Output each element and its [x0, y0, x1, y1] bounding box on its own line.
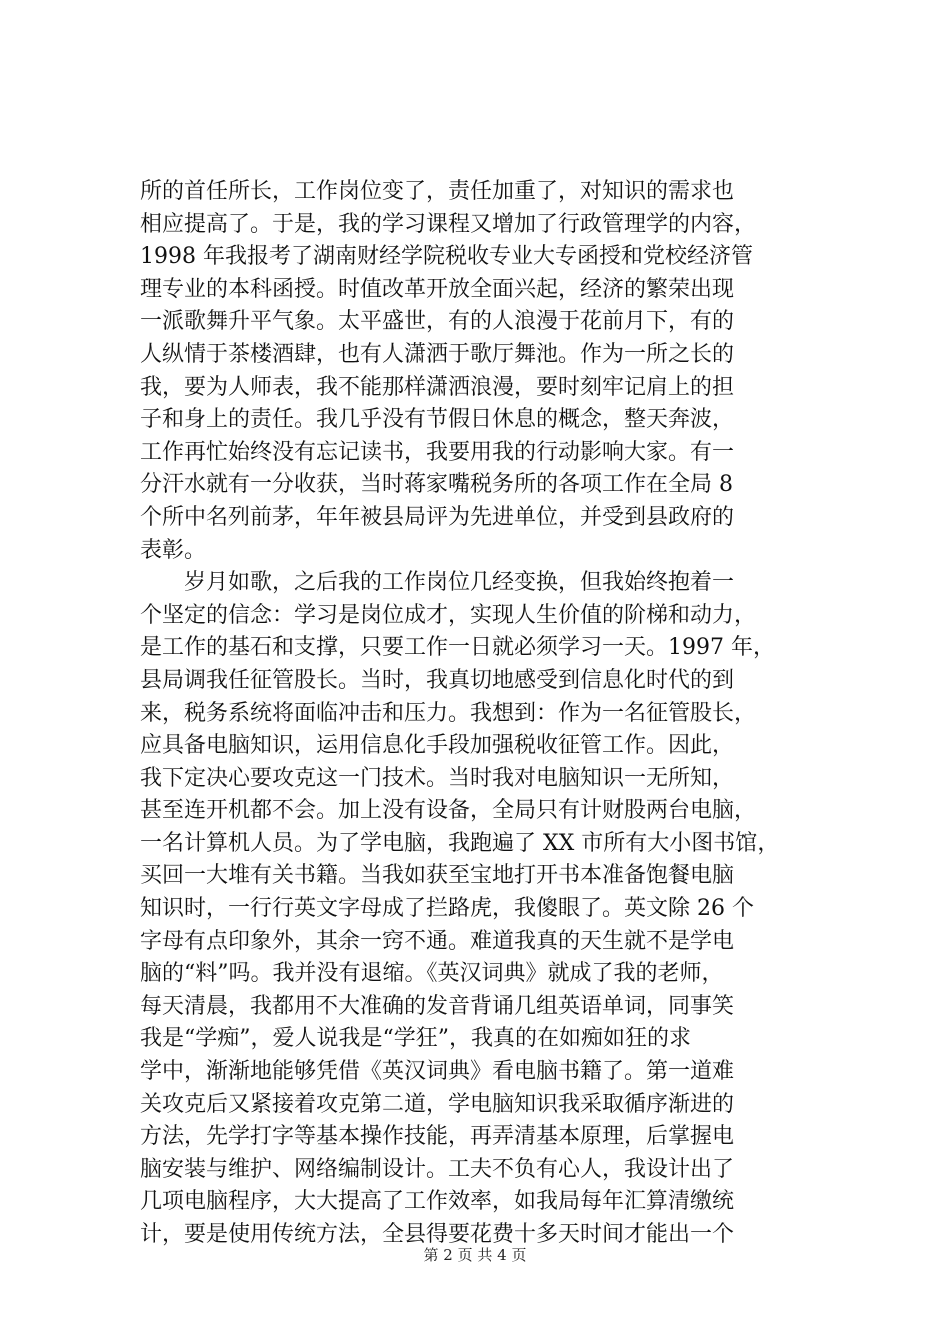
text-line: 子和身上的责任。我几乎没有节假日休息的概念，整天奔波，	[140, 407, 735, 433]
text-line: 应具备电脑知识，运用信息化手段加强税收征管工作。因此，	[140, 733, 735, 759]
text-line: 个坚定的信念：学习是岗位成才，实现人生价值的阶梯和动力，	[140, 602, 757, 628]
text-line: 脑安装与维护、网络编制设计。工夫不负有心人，我设计出了	[140, 1156, 735, 1182]
text-line: 所的首任所长，工作岗位变了，责任加重了，对知识的需求也	[140, 179, 735, 204]
text-line: 我下定决心要攻克这一门技术。当时我对电脑知识一无所知，	[140, 765, 735, 791]
text-line: 个所中名列前茅，年年被县局评为先进单位，并受到县政府的	[140, 504, 735, 530]
text-line: 一派歌舞升平气象。太平盛世，有的人浪漫于花前月下，有的	[140, 309, 735, 335]
text-line: 人纵情于茶楼酒肆，也有人潇洒于歌厅舞池。作为一所之长的	[140, 341, 735, 367]
text-line: 计，要是使用传统方法，全县得要花费十多天时间才能出一个	[140, 1222, 735, 1247]
text-line: 一名计算机人员。为了学电脑，我跑遍了 XX 市所有大小图书馆，	[140, 830, 780, 856]
text-line: 是工作的基石和支撑，只要工作一日就必须学习一天。1997 年，	[140, 635, 775, 661]
text-line: 每天清晨，我都用不大准确的发音背诵几组英语单词，同事笑	[140, 993, 735, 1019]
text-line: 1998 年我报考了湖南财经学院税收专业大专函授和党校经济管	[140, 244, 753, 270]
text-line: 县局调我任征管股长。当时，我真切地感受到信息化时代的到	[140, 667, 735, 693]
text-line: 知识时，一行行英文字母成了拦路虎，我傻眼了。英文除 26 个	[140, 896, 754, 922]
text-line: 我是“学痴”，爱人说我是“学狂”，我真的在如痴如狂的求	[140, 1026, 691, 1052]
text-line: 分汗水就有一分收获，当时蒋家嘴税务所的各项工作在全局 8	[140, 472, 733, 498]
text-line: 脑的“料”吗。我并没有退缩。《英汉词典》就成了我的老师，	[140, 961, 724, 987]
text-line: 来，税务系统将面临冲击和压力。我想到：作为一名征管股长，	[140, 700, 757, 726]
text-line: 理专业的本科函授。时值改革开放全面兴起，经济的繁荣出现	[140, 276, 735, 302]
text-line: 岁月如歌，之后我的工作岗位几经变换，但我始终抱着一	[140, 570, 735, 596]
text-line: 工作再忙始终没有忘记读书，我要用我的行动影响大家。有一	[140, 439, 735, 465]
text-line: 学中，渐渐地能够凭借《英汉词典》看电脑书籍了。第一道难	[140, 1059, 735, 1085]
page-footer: 第 2 页 共 4 页	[423, 1246, 527, 1264]
text-line: 几项电脑程序，大大提高了工作效率，如我局每年汇算清缴统	[140, 1189, 735, 1215]
text-line: 方法，先学打字等基本操作技能，再弄清基本原理，后掌握电	[140, 1124, 735, 1150]
text-line: 字母有点印象外，其余一窍不通。难道我真的天生就不是学电	[140, 928, 735, 954]
text-line: 相应提高了。于是，我的学习课程又增加了行政管理学的内容，	[140, 211, 757, 237]
text-line: 买回一大堆有关书籍。当我如获至宝地打开书本准备饱餐电脑	[140, 863, 735, 889]
text-line: 关攻克后又紧接着攻克第二道，学电脑知识我采取循序渐进的	[140, 1091, 735, 1117]
text-line: 表彰。	[140, 537, 207, 563]
text-line: 甚至连开机都不会。加上没有设备，全局只有计财股两台电脑，	[140, 798, 757, 824]
text-line: 我，要为人师表，我不能那样潇洒浪漫，要时刻牢记肩上的担	[140, 374, 735, 400]
body-text	[140, 176, 820, 1252]
